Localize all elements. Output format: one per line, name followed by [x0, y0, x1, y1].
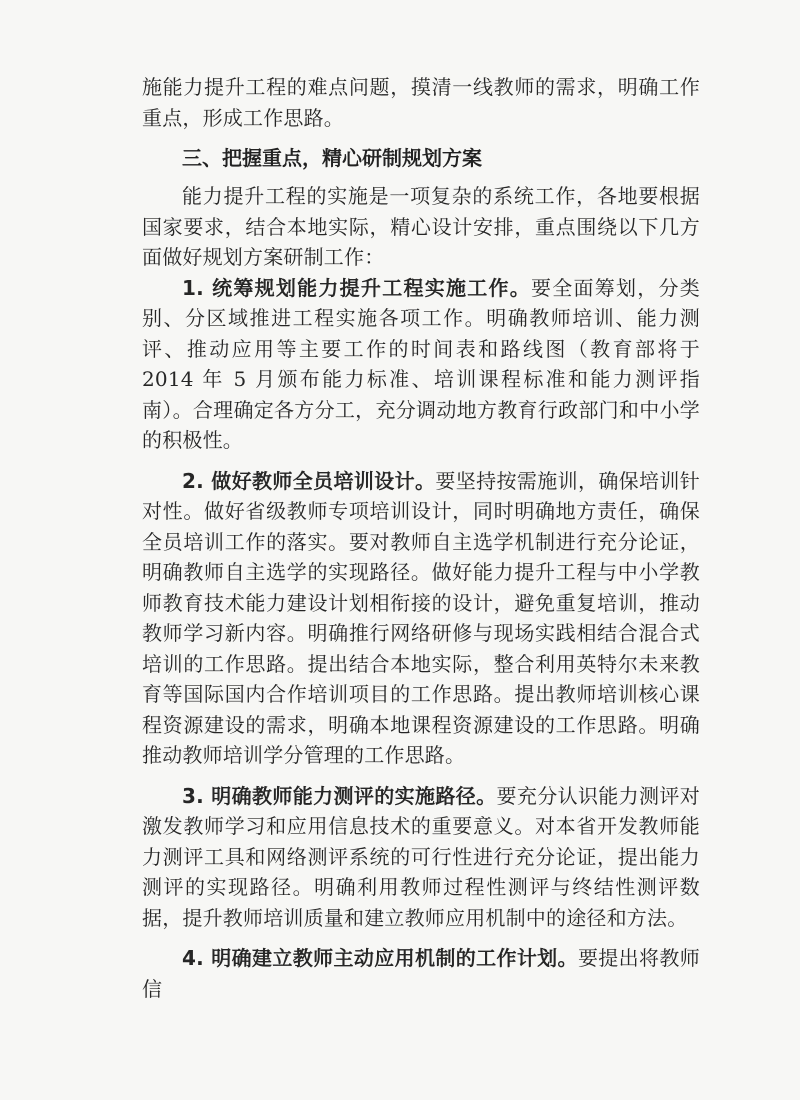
paragraph-intro: 能力提升工程的实施是一项复杂的系统工作，各地要根据国家要求，结合本地实际，精心设计安排，重点围绕以下几方面做好规划方案研制工作： [142, 184, 700, 269]
list-item-2 [142, 466, 700, 771]
paragraph-continued: 施能力提升工程的难点问题，摸清一线教师的需求，明确工作重点，形成工作思路。 [142, 75, 700, 130]
list-item-2-lead: 2. 做好教师全员培训设计。 [182, 468, 436, 493]
list-item-2-body: 要坚持按需施训，确保培训针对性。做好省级教师专项培训设计，同时明确地方责任，确保全员培训工作的落实。要对教师自主选学机制进行充分论证，明确教师自主选学的实现路径。做好能力提升工程与中小学教师教育技术能力建设计划相衔接的设计，避免重复培训，推动教师学习新内容。明确推行网络研修与现场实践相结合混合式培训的工作思路。提出结合本地实际，整合利用英特尔未来教育等国际国内合作培训项目的工作思路。提出教师培训核心课程资源建设的需求，明确本地课程资源建设的工作思路。明确推动教师培训学分管理的工作思路。 [142, 468, 700, 767]
list-item-1-body: 要全面筹划，分类别、分区域推进工程实施各项工作。明确教师培训、能力测评、推动应用等主要工作的时间表和路线图（教育部将于 2014 年 5 月颁布能力标准、培训课程标准和能力测评指南）。合理确定各方分工，充分调动地方教育行政部门和中小学的积极性。 [142, 275, 700, 452]
list-item-1-lead: 1. 统筹规划能力提升工程实施工作。 [182, 275, 531, 300]
list-item-3 [142, 781, 700, 934]
list-item-3-body: 要充分认识能力测评对激发教师学习和应用信息技术的重要意义。对本省开发教师能力测评工具和网络测评系统的可行性进行充分论证，提出能力测评的实现路径。明确利用教师过程性测评与终结性测评数据，提升教师培训质量和建立教师应用机制中的途径和方法。 [142, 783, 700, 930]
list-item-4-lead: 4. 明确建立教师主动应用机制的工作计划。 [182, 946, 578, 970]
list-item-4-body: 要提出将教师信 [142, 946, 700, 1001]
section-heading: 三、把握重点，精心研制规划方案 [182, 146, 482, 170]
list-item-4 [142, 943, 700, 1004]
list-item-3-lead: 3. 明确教师能力测评的实施路径。 [182, 783, 497, 808]
list-item-1 [142, 273, 700, 456]
